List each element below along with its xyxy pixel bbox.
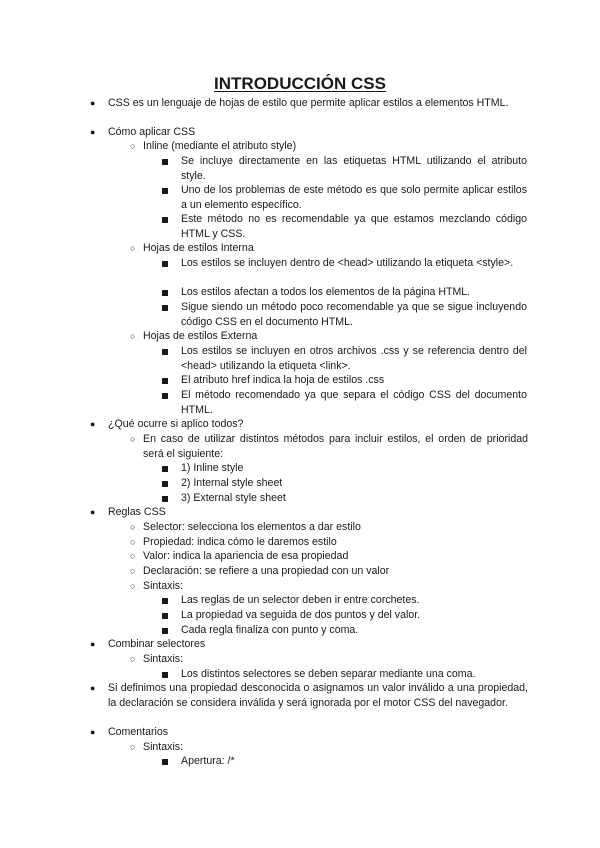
square-bullet-icon <box>162 215 168 230</box>
circle-bullet-icon: ○ <box>130 551 136 561</box>
list-item: ● ¿Qué ocurre si aplico todos? <box>90 418 244 430</box>
disc-bullet-icon: ● <box>90 507 96 517</box>
list-item: Los estilos se incluyen en otros archivos .css y se referencia dentro del <head> utilizando la etiqueta <link>. <box>162 344 527 374</box>
list-item: 1) Inline style <box>162 461 527 476</box>
list-item: Sigue siendo un método poco recomendable ya que se sigue incluyendo código CSS en el documento HTML. <box>162 300 527 330</box>
circle-bullet-icon: ○ <box>130 654 136 664</box>
list-item: Los distintos selectores se deben separar mediante una coma. <box>162 667 527 682</box>
list-item: El método recomendado ya que separa el código CSS del documento HTML. <box>162 388 527 418</box>
square-bullet-icon <box>162 186 168 201</box>
disc-bullet-icon: ● <box>90 639 96 649</box>
list-item: ○ En caso de utilizar distintos métodos para incluir estilos, el orden de prioridad será el siguiente: <box>130 433 528 460</box>
disc-bullet-icon: ● <box>90 98 96 108</box>
list-item: ○ Propiedad: indica cómo le daremos estilo <box>130 536 337 548</box>
list-item: ○ Hojas de estilos Externa <box>130 330 258 342</box>
disc-bullet-icon: ● <box>90 419 96 429</box>
list-item: ○ Inline (mediante el atributo style) <box>130 140 297 152</box>
circle-bullet-icon: ○ <box>130 537 136 547</box>
disc-bullet-icon: ● <box>90 683 96 693</box>
list-item: ○ Hojas de estilos Interna <box>130 242 254 254</box>
list-item: ○ Sintaxis: <box>130 653 184 665</box>
square-bullet-icon <box>162 157 168 172</box>
list-item: La propiedad va seguida de dos puntos y del valor. <box>162 608 527 623</box>
disc-bullet-icon: ● <box>90 727 96 737</box>
list-item: Uno de los problemas de este método es que solo permite aplicar estilos a un elemento específico. <box>162 183 527 213</box>
circle-bullet-icon: ○ <box>130 243 136 253</box>
disc-bullet-icon: ● <box>90 127 96 137</box>
list-item: ○ Selector: selecciona los elementos a dar estilo <box>130 521 361 533</box>
list-item: ● Si definimos una propiedad desconocida o asignamos un valor inválido a una propiedad, la declaración se considera inválida y será ignorada por el motor CSS del navegador. <box>90 682 528 709</box>
circle-bullet-icon: ○ <box>130 434 136 444</box>
circle-bullet-icon: ○ <box>130 581 136 591</box>
list-item: ● Reglas CSS <box>90 506 166 518</box>
circle-bullet-icon: ○ <box>130 522 136 532</box>
square-bullet-icon <box>162 347 168 362</box>
list-item: ○ Declaración: se refiere a una propiedad con un valor <box>130 565 390 577</box>
list-item: ○ Valor: indica la apariencia de esa propiedad <box>130 550 349 562</box>
list-item: El atributo href indica la hoja de estilos .css <box>162 373 527 388</box>
circle-bullet-icon: ○ <box>130 742 136 752</box>
square-bullet-icon <box>162 391 168 406</box>
list-item: Las reglas de un selector deben ir entre corchetes. <box>162 593 527 608</box>
list-item: ● Comentarios <box>90 726 169 738</box>
circle-bullet-icon: ○ <box>130 141 136 151</box>
list-item: Este método no es recomendable ya que estamos mezclando código HTML y CSS. <box>162 212 527 242</box>
list-item: Cada regla finaliza con punto y coma. <box>162 623 527 638</box>
list-item: Se incluye directamente en las etiquetas HTML utilizando el atributo style. <box>162 154 527 184</box>
circle-bullet-icon: ○ <box>130 566 136 576</box>
list-item: Los estilos se incluyen dentro de <head> utilizando la etiqueta <style>. <box>162 256 527 271</box>
list-item: ● Cómo aplicar CSS <box>90 126 196 138</box>
circle-bullet-icon: ○ <box>130 331 136 341</box>
list-item: ○ Sintaxis: <box>130 741 184 753</box>
square-bullet-icon <box>162 757 168 772</box>
list-item: Los estilos afectan a todos los elementos de la página HTML. <box>162 285 527 300</box>
page-title: INTRODUCCIÓN CSS <box>214 74 386 93</box>
list-item: ○ Sintaxis: <box>130 580 184 592</box>
list-item: ● Combinar selectores <box>90 638 206 650</box>
square-bullet-icon <box>162 303 168 318</box>
square-bullet-icon <box>162 259 168 274</box>
list-item: 3) External style sheet <box>162 491 527 506</box>
list-item: 2) Internal style sheet <box>162 476 527 491</box>
list-item: Apertura: /* <box>162 754 527 769</box>
list-item: ● CSS es un lenguaje de hojas de estilo que permite aplicar estilos a elementos HTML. <box>90 97 509 109</box>
